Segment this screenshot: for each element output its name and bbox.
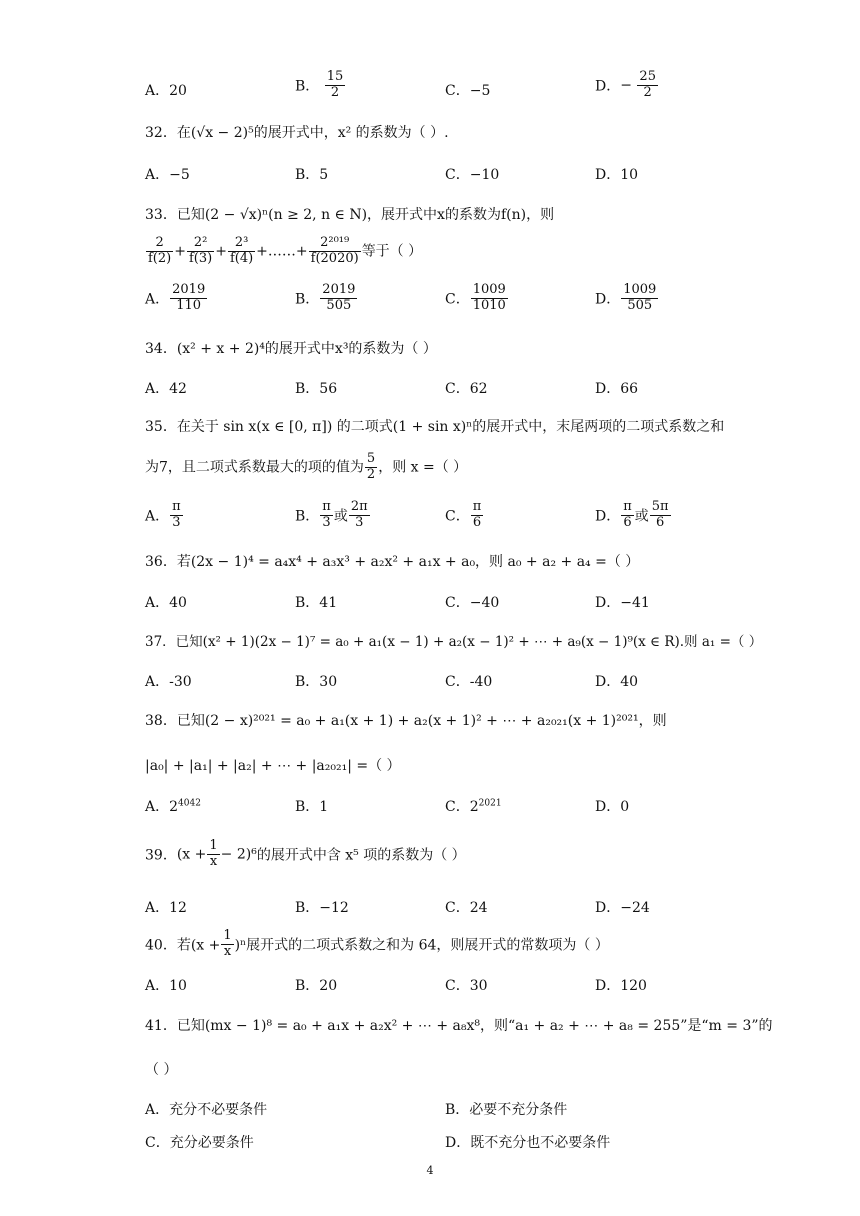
fraction: $\frac{\pi}{6}$ [623,499,632,530]
fraction: $\frac{1}{x}$ [209,838,218,869]
q34-option-c: C．62 [445,381,488,397]
page-number: 4 [426,1164,434,1177]
q36-option-b: B．41 [295,595,338,611]
q31-option-d: D．− $\frac{25}{2}$ [595,69,656,100]
q34-stem: 34．(x² + x + 2)⁴的展开式中x³的系数为（ ） [145,341,437,357]
q35-option-d: D． $\frac{\pi}{6}$ 或 $\frac{5\pi}{6}$ [595,499,669,530]
q37-option-b: B．30 [295,674,338,690]
q40-option-b: B．20 [295,978,338,994]
q39-option-a: A．12 [145,900,187,916]
fraction: $\frac{1}{x}$ [223,928,232,959]
fraction: $\frac{\text{2²}}{f(3)}$ [188,235,213,266]
q39-option-d: D．−24 [595,900,650,916]
q41-option-a: A．充分不必要条件 [145,1102,268,1118]
q38-stem-line1: 38．已知(2 − x)²⁰²¹ = a₀ + a₁(x + 1) + a₂(x + 1)² + ⋯ + a₂₀₂₁(x + 1)²⁰²¹，则 [145,713,667,729]
q40-stem: 40．若(x + $\frac{1}{x}$ )ⁿ展开式的二项式系数之和为 64，则展开式的常数项为（ ） [145,928,609,959]
q35-option-b: B． $\frac{\pi}{3}$ 或 $\frac{2\pi}{3}$ [295,499,368,530]
q38-option-c: C．$2^{2021}$ [445,798,502,815]
q32-option-c: C．−10 [445,167,500,183]
q35-option-c: C． $\frac{\pi}{6}$ [445,499,482,530]
q41-option-c: C．充分必要条件 [145,1135,254,1151]
q32-stem: 32．在(√x − 2)⁵的展开式中，x² 的系数为（ ）. [145,125,449,141]
q31-option-b: B． $\frac{15}{2}$ [295,69,344,100]
fraction: $\frac{2019}{110}$ [172,282,206,313]
q38-option-a: A．$2^{4042}$ [145,798,201,815]
fraction: $\frac{15}{2}$ [326,69,344,100]
q39-option-b: B．−12 [295,900,349,916]
q32-option-b: B．5 [295,167,329,183]
q34-option-d: D．66 [595,381,639,397]
fraction: $\frac{5\pi}{6}$ [651,499,669,530]
fraction: $\frac{2\pi}{3}$ [350,499,368,530]
fraction: $\frac{1009}{1010}$ [472,282,506,313]
option-letter: A． [145,83,170,99]
fraction: $\frac{2019}{505}$ [322,282,356,313]
q36-option-a: A．40 [145,595,187,611]
q38-stem-line2: |a₀| + |a₁| + |a₂| + ⋯ + |a₂₀₂₁| =（ ） [145,758,401,774]
q41-stem-line2: （ ） [145,1062,178,1078]
fraction: $\frac{25}{2}$ [639,69,656,100]
q37-option-c: C．-40 [445,674,493,690]
q37-stem: 37．已知(x² + 1)(2x − 1)⁷ = a₀ + a₁(x − 1) + a₂(x − 1)² + ⋯ + a₉(x − 1)⁹(x ∈ R).则 a₁ =（ ） [145,634,763,650]
fraction: $\frac{5}{2}$ [366,451,376,482]
fraction: $\frac{\text{2²⁰¹⁹}}{f(2020)}$ [310,235,359,266]
fraction: $\frac{2}{f(2)}$ [148,235,172,266]
q38-option-b: B．1 [295,799,329,815]
q35-option-a: A． $\frac{\pi}{3}$ [145,499,181,530]
fraction: $\frac{1009}{505}$ [623,282,657,313]
q41-option-d: D．既不充分也不必要条件 [445,1135,611,1151]
q37-option-a: A．-30 [145,674,192,690]
q33-option-c: C． $\frac{1009}{1010}$ [445,282,506,313]
q33-stem-line2: $\frac{2}{f(2)}$ + $\frac{\text{2²}}{f(3)}$ + $\frac{\text{2³}}{f(4)}$ +……+ $\frac{\text{2²⁰¹⁹}}{f(2020)}$ 等于（ ） [148,235,423,266]
q36-option-d: D．−41 [595,595,650,611]
q32-option-a: A．−5 [145,167,190,183]
q36-stem: 36．若(2x − 1)⁴ = a₄x⁴ + a₃x³ + a₂x² + a₁x + a₀，则 a₀ + a₂ + a₄ =（ ） [145,554,640,570]
q34-option-b: B．56 [295,381,338,397]
fraction: $\frac{\pi}{6}$ [472,499,482,530]
q33-option-a: A． $\frac{2019}{110}$ [145,282,206,313]
fraction: $\frac{\pi}{3}$ [322,499,331,530]
q32-option-d: D．10 [595,167,639,183]
q35-stem-line1: 35．在关于 sin x(x ∈ [0, π]) 的二项式(1 + sin x)ⁿ的展开式中，末尾两项的二项式系数之和 [145,419,725,435]
q34-option-a: A．42 [145,381,187,397]
fraction: $\frac{\text{2³}}{f(4)}$ [229,235,254,266]
q40-option-a: A．10 [145,978,187,994]
q41-stem-line1: 41．已知(mx − 1)⁸ = a₀ + a₁x + a₂x² + ⋯ + a₈x⁸，则“a₁ + a₂ + ⋯ + a₈ = 255”是“m = 3”的 [145,1018,773,1034]
q31-option-a: A．20 [145,83,187,99]
q31-option-c: C．−5 [445,83,491,99]
q38-option-d: D．0 [595,799,630,815]
q35-stem-line2: 为7，且二项式系数最大的项的值为 $\frac{5}{2}$ ，则 x =（ ） [145,451,468,482]
q40-option-d: D．120 [595,978,647,994]
q37-option-d: D．40 [595,674,639,690]
q33-option-d: D． $\frac{1009}{505}$ [595,282,657,313]
q41-option-b: B．必要不充分条件 [445,1102,568,1118]
q36-option-c: C．−40 [445,595,500,611]
q40-option-c: C．30 [445,978,488,994]
fraction: $\frac{\pi}{3}$ [172,499,181,530]
q33-option-b: B． $\frac{2019}{505}$ [295,282,356,313]
q39-stem: 39．(x + $\frac{1}{x}$ − 2)⁶的展开式中含 x⁵ 项的系数为（ ） [145,838,466,869]
q39-option-c: C．24 [445,900,488,916]
q33-stem-line1: 33．已知(2 − √x)ⁿ(n ≥ 2, n ∈ N)，展开式中x的系数为f(n)，则 [145,207,555,223]
